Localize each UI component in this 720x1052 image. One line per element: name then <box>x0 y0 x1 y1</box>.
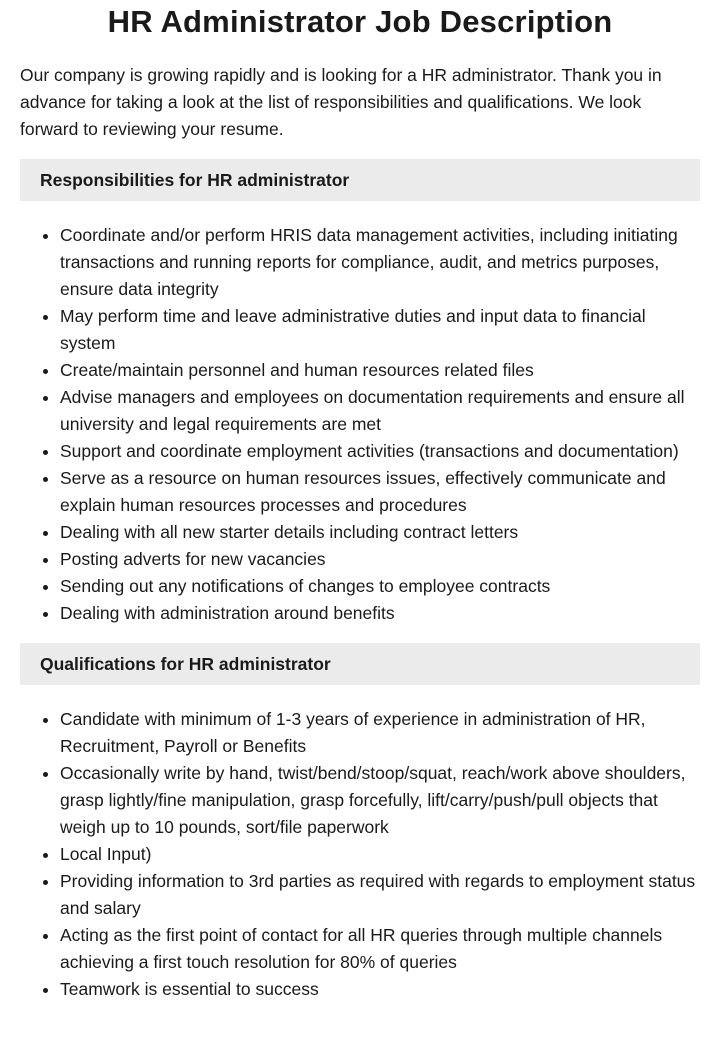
list-item: • Dealing with all new starter details including contract letters <box>60 519 700 546</box>
list-item: • Create/maintain personnel and human resources related files <box>60 357 700 384</box>
responsibilities-list <box>20 222 700 627</box>
qualifications-list <box>20 706 700 1003</box>
list-item: • Coordinate and/or perform HRIS data management activities, including initiating transactions and running reports for compliance, audit, and metrics purposes, ensure data integrity <box>60 222 700 303</box>
list-item: • Serve as a resource on human resources issues, effectively communicate and explain human resources processes and procedures <box>60 465 700 519</box>
intro-paragraph: Our company is growing rapidly and is looking for a HR administrator. Thank you in advance for taking a look at the list of responsibilities and qualifications. We look forward to reviewing your resume. <box>20 65 662 139</box>
list-item: • Local Input) <box>60 841 700 868</box>
list-item: • Support and coordinate employment activities (transactions and documentation) <box>60 438 700 465</box>
list-item: • May perform time and leave administrative duties and input data to financial system <box>60 303 700 357</box>
list-item: • Providing information to 3rd parties as required with regards to employment status and salary <box>60 868 700 922</box>
responsibilities-heading <box>20 159 700 201</box>
list-item: • Posting adverts for new vacancies <box>60 546 700 573</box>
list-item: • Candidate with minimum of 1-3 years of experience in administration of HR, Recruitment, Payroll or Benefits <box>60 706 700 760</box>
page-title: HR Administrator Job Description <box>107 4 613 39</box>
list-item: • Dealing with administration around benefits <box>60 600 700 627</box>
list-item: • Teamwork is essential to success <box>60 976 700 1003</box>
list-item: • Acting as the first point of contact for all HR queries through multiple channels achieving a first touch resolution for 80% of queries <box>60 922 700 976</box>
qualifications-heading-text: Qualifications for HR administrator <box>40 653 331 674</box>
list-item: • Sending out any notifications of changes to employee contracts <box>60 573 700 600</box>
qualifications-heading <box>20 643 700 685</box>
list-item: • Occasionally write by hand, twist/bend/stoop/squat, reach/work above shoulders, grasp lightly/fine manipulation, grasp forcefully, lift/carry/push/pull objects that weigh up to 10 pounds, sort/file paperwork <box>60 760 700 841</box>
list-item: • Advise managers and employees on documentation requirements and ensure all university and legal requirements are met <box>60 384 700 438</box>
responsibilities-heading-text: Responsibilities for HR administrator <box>40 169 350 190</box>
